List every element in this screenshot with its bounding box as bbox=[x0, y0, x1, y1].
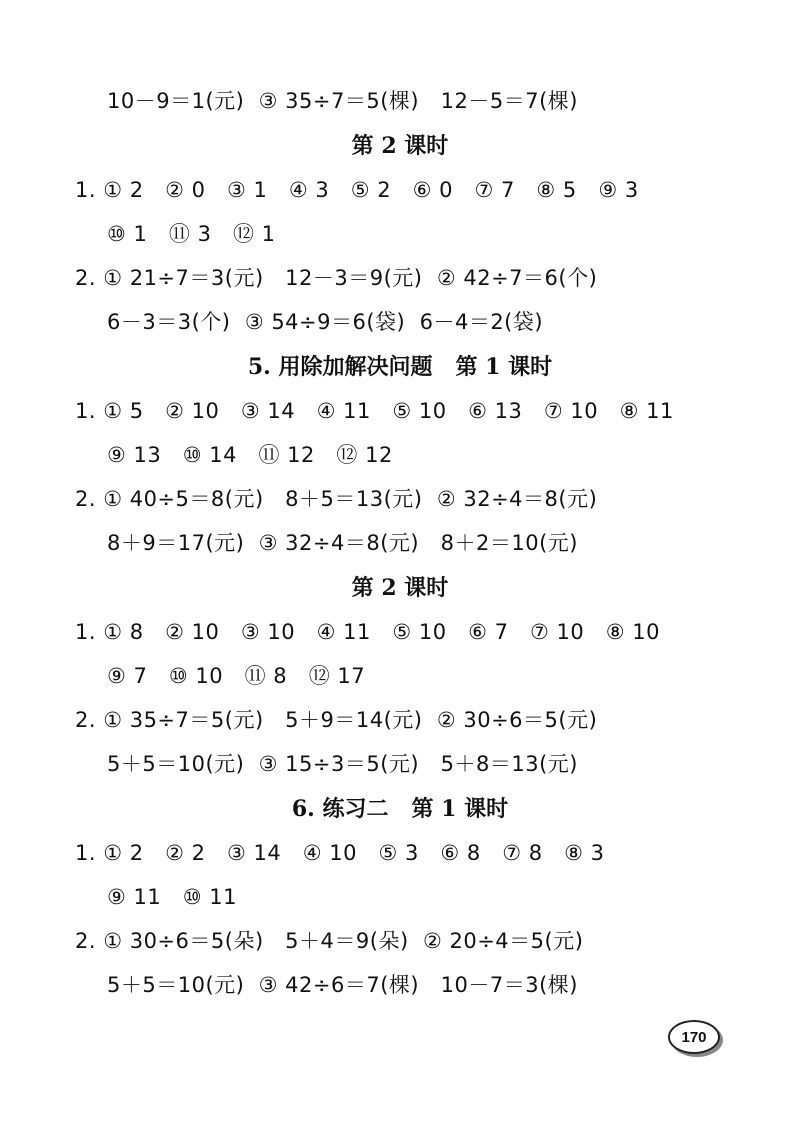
line-6: 6－3＝3(个) ③ 54÷9＝6(袋) 6－4＝2(袋) bbox=[107, 310, 544, 334]
line-8: 1. ① 5 ② 10 ③ 14 ④ 11 ⑤ 10 ⑥ 13 ⑦ 10 ⑧ 11 bbox=[75, 399, 674, 423]
line-20: 2. ① 30÷6＝5(朵) 5＋4＝9(朵) ② 20÷4＝5(元) bbox=[75, 929, 584, 953]
section-heading-lesson-2: 第 2 课时 bbox=[351, 133, 449, 159]
line-13: 1. ① 8 ② 10 ③ 10 ④ 11 ⑤ 10 ⑥ 7 ⑦ 10 ⑧ 10 bbox=[75, 620, 660, 644]
section-heading-6: 6. 练习二 第 1 课时 bbox=[291, 796, 509, 822]
section-heading-lesson-2b: 第 2 课时 bbox=[351, 575, 449, 601]
line-10: 2. ① 40÷5＝8(元) 8＋5＝13(元) ② 32÷4＝8(元) bbox=[75, 487, 598, 511]
line-16: 5＋5＝10(元) ③ 15÷3＝5(元) 5＋8＝13(元) bbox=[107, 752, 578, 776]
line-3: 1. ① 2 ② 0 ③ 1 ④ 3 ⑤ 2 ⑥ 0 ⑦ 7 ⑧ 5 ⑨ 3 bbox=[75, 178, 639, 202]
line-19: ⑨ 11 ⑩ 11 bbox=[107, 885, 237, 909]
line-15: 2. ① 35÷7＝5(元) 5＋9＝14(元) ② 30÷6＝5(元) bbox=[75, 708, 598, 732]
page-number-badge bbox=[668, 1020, 720, 1054]
line-18: 1. ① 2 ② 2 ③ 14 ④ 10 ⑤ 3 ⑥ 8 ⑦ 8 ⑧ 3 bbox=[75, 841, 605, 865]
line-5: 2. ① 21÷7＝3(元) 12－3＝9(元) ② 42÷7＝6(个) bbox=[75, 266, 598, 290]
line-14: ⑨ 7 ⑩ 10 ⑪ 8 ⑫ 17 bbox=[107, 664, 366, 688]
line-1: 10－9＝1(元) ③ 35÷7＝5(棵) 12－5＝7(棵) bbox=[107, 89, 578, 113]
line-4: ⑩ 1 ⑪ 3 ⑫ 1 bbox=[107, 222, 276, 246]
page-number: 170 bbox=[681, 1028, 707, 1046]
line-11: 8＋9＝17(元) ③ 32÷4＝8(元) 8＋2＝10(元) bbox=[107, 531, 578, 555]
line-9: ⑨ 13 ⑩ 14 ⑪ 12 ⑫ 12 bbox=[107, 443, 393, 467]
line-21: 5＋5＝10(元) ③ 42÷6＝7(棵) 10－7＝3(棵) bbox=[107, 973, 578, 997]
section-heading-5: 5. 用除加解决问题 第 1 课时 bbox=[247, 354, 553, 380]
